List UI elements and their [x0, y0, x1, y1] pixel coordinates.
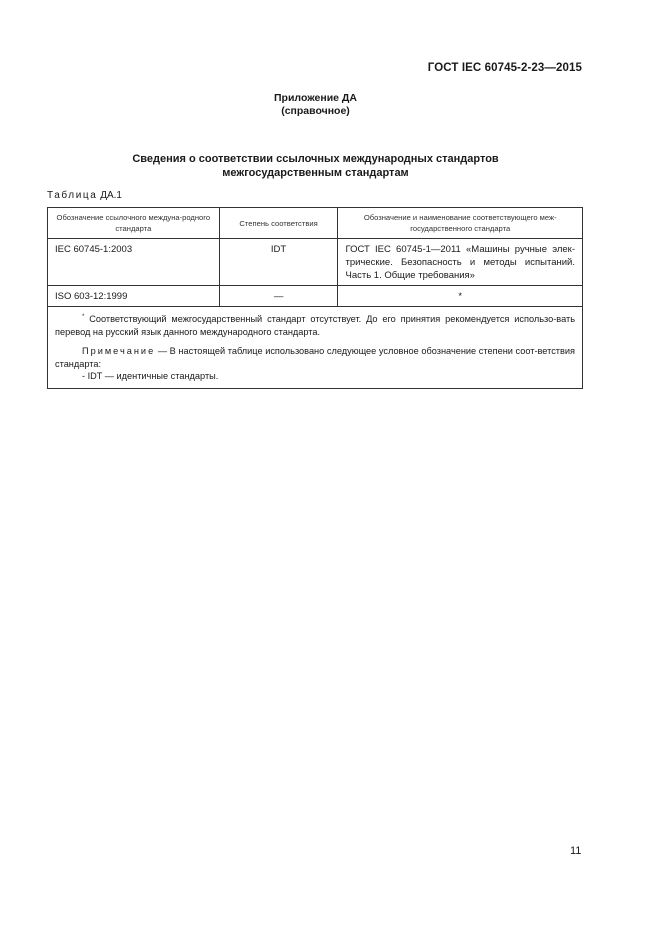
footnote [55, 311, 575, 338]
table-header-row [48, 208, 583, 239]
annex-subtitle: (справочное) [281, 105, 350, 117]
annex-title-block [0, 92, 661, 118]
footnote-text: Соответствующий межгосударственный стандарт отсутствует. До его принятия рекомендуется использо-вать перевод на русский язык данного международного стандарта. [55, 314, 575, 337]
note [55, 345, 575, 370]
annex-title: Приложение ДА [274, 92, 357, 104]
header-intl-standard: Обозначение ссылочного междуна-родного стандарта [48, 208, 220, 239]
section-heading-line-2: межгосударственным стандартам [222, 166, 409, 179]
table-caption-word: Таблица [47, 190, 98, 201]
cell-intl-standard: ISO 603-12:1999 [48, 286, 220, 307]
note-text: — В настоящей таблице использовано следующее условное обозначение степени соот-ветствия стандарта: [55, 346, 575, 369]
table-notes-row [48, 307, 583, 389]
section-heading-line-1: Сведения о соответствии ссылочных международных стандартов [132, 153, 499, 165]
header-interstate-standard: Обозначение и наименование соответствующего меж-государственного стандарта [338, 208, 583, 239]
document-code: ГОСТ IEC 60745-2-23—2015 [427, 62, 582, 74]
footnote-mark: * [82, 314, 85, 320]
cell-interstate-standard: * [338, 286, 583, 307]
cell-degree: — [219, 286, 338, 307]
table-row [48, 286, 583, 307]
table-caption-number: ДА.1 [100, 190, 122, 201]
cell-degree: IDT [219, 239, 338, 286]
table-notes-cell [48, 307, 583, 389]
table-caption [47, 190, 122, 201]
header-degree: Степень соответствия [219, 208, 338, 239]
cell-interstate-standard: ГОСТ IEC 60745-1—2011 «Машины ручные элек-трические. Безопасность и методы испытаний. Часть 1. Общие требования» [338, 239, 583, 286]
note-item: - IDT — идентичные стандарты. [82, 371, 219, 382]
note-label: Примечание [82, 346, 156, 357]
page-number: 11 [570, 845, 582, 857]
table-row [48, 239, 583, 286]
cell-intl-standard: IEC 60745-1:2003 [48, 239, 220, 286]
section-heading [0, 153, 661, 180]
standards-correspondence-table [47, 207, 583, 389]
